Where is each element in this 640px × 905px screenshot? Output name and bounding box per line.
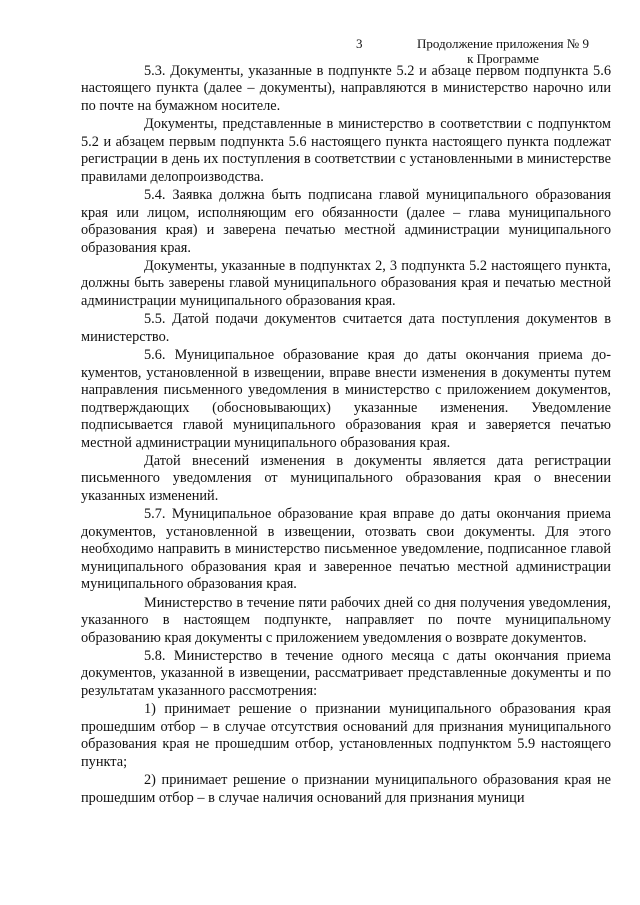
paragraph-5-8-item-1: 1) принимает решение о признании муниципального образования края прошедшим отбор – в случае отсутствия оснований для признания муниципального образования края не прошедшим отбор, установленных подпунктом 5.9 настоящего пункта;: [81, 701, 611, 770]
paragraph-5-5: 5.5. Датой подачи документов считается дата поступления документов в министерство.: [81, 311, 611, 345]
appendix-reference-line-1: Продолжение приложения № 9: [417, 36, 589, 51]
paragraph-5-3: 5.3. Документы, указанные в подпункте 5.2 и абзаце первом подпункта 5.6 настоящего пункта (далее – документы), направляются в министерство нарочно или по почте на бумажном носителе.: [81, 63, 611, 114]
paragraph-5-3-registration: Документы, представленные в министерство в соответствии с подпунктом 5.2 и абзацем первым подпункта 5.6 настоящего пункта настоящего пункта подлежат регистрации в день их поступления в соответствии с установленными в министерстве правилами делопроизводства.: [81, 116, 611, 185]
paragraph-5-7: 5.7. Муниципальное образование края вправе до даты окончания приема документов, установленной в извещении, отозвать свои документы. Для этого необходимо направить в министерство письменное уведомление, подписанное главой муниципального образования края и заверенное печатью местной администрации муниципального образования края.: [81, 506, 611, 593]
page-number: 3: [356, 36, 363, 51]
paragraph-5-6: 5.6. Муниципальное образование края до даты окончания приема документов, установленной в извещении, вправе внести изменения в документы путем направления письменного уведомления в министерство с приложением документов, подтверждающих (обосновывающих) указанные изменения. Уведомление подписывается главой муниципального образования края и заверяется печатью местной администрации муниципального образования края.: [81, 347, 611, 451]
document-body: [81, 63, 611, 807]
paragraph-5-4-certification: Документы, указанные в подпунктах 2, 3 подпункта 5.2 настоящего пункта, должны быть заверены главой муниципального образования края и печатью местной администрации муниципального образования края.: [81, 257, 611, 309]
paragraph-5-6-change-date: Датой внесений изменения в документы является дата регистрации письменного уведомления от муниципального образования края о внесении указанных изменений.: [81, 452, 611, 504]
paragraph-5-8: 5.8. Министерство в течение одного месяца с даты окончания приема документов, указанной в извещении, рассматривает представленные документы и по результатам указанного рассмотрения:: [81, 647, 611, 699]
appendix-reference: [400, 36, 606, 66]
paragraph-5-8-item-2: 2) принимает решение о признании муниципального образования края не прошедшим отбор – в случае наличия оснований для признания муници: [81, 772, 611, 806]
paragraph-5-7-return: Министерство в течение пяти рабочих дней со дня получения уведомления, указанного в настоящем подпункте, направляет по почте муниципальному образованию края документы с приложением уведомления о возврате документов.: [81, 594, 611, 646]
appendix-reference-line-2: к Программе: [467, 51, 539, 66]
paragraph-5-4: 5.4. Заявка должна быть подписана главой муниципального образования края или лицом, исполняющим его обязанности (далее – глава муниципального образования края) и заверена печатью местной администрации муниципального образования края.: [81, 187, 611, 256]
